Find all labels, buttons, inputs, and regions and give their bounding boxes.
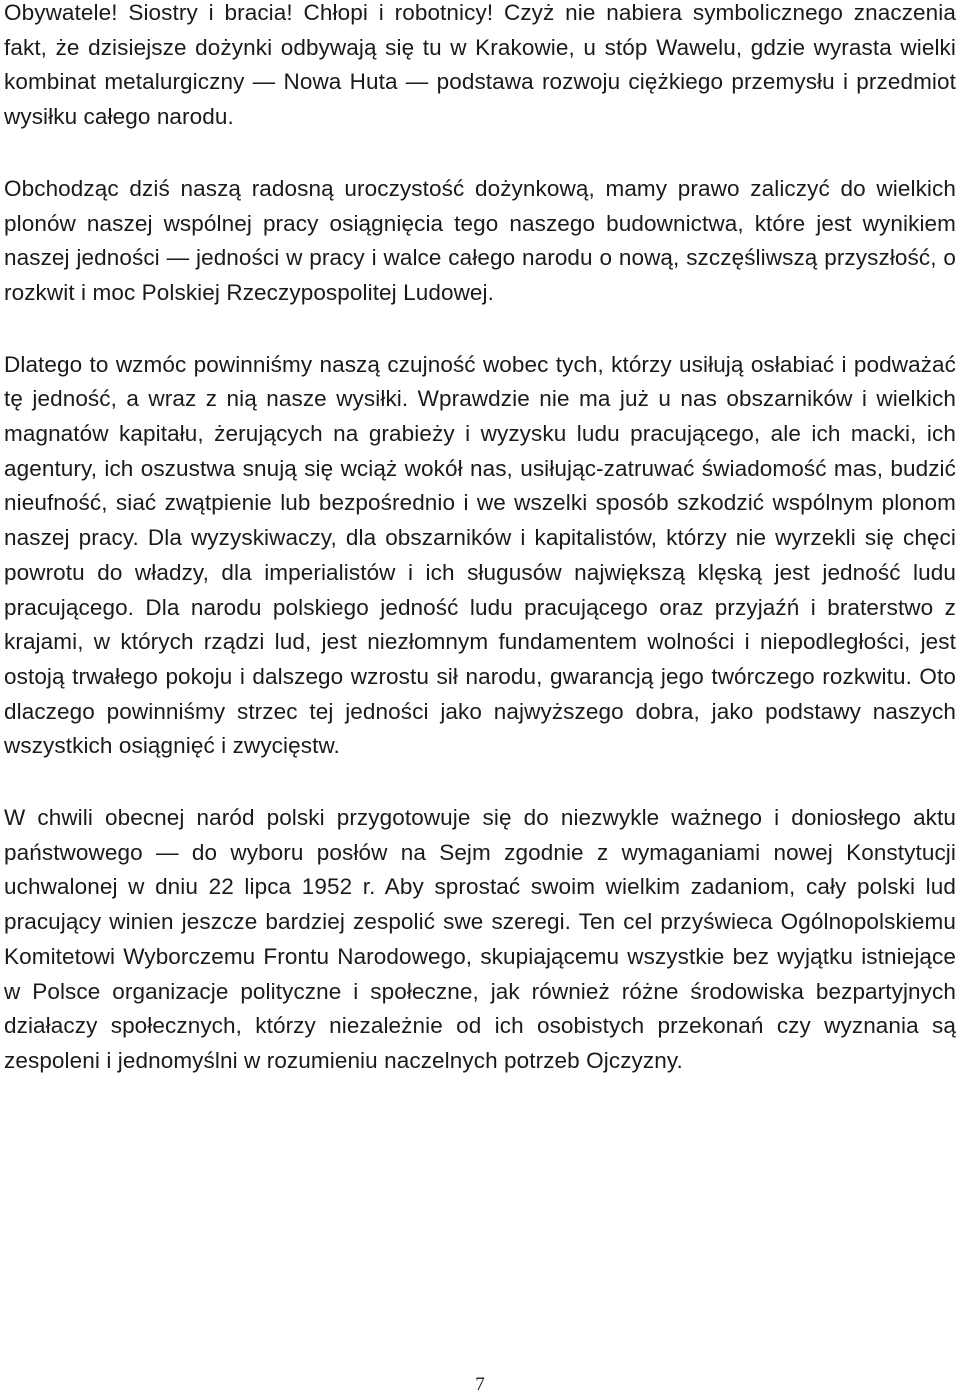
paragraph-2: Obchodząc dziś naszą radosną uroczystość dożynkową, mamy prawo zaliczyć do wielkich plonów naszej wspólnej pracy osiągnięcia tego naszego budownictwa, które jest wynikiem naszej jedności — jedności w pracy i walce całego narodu o nową, szczęśliwszą przyszłość, o rozkwit i moc Polskiej Rzeczypospolitej Ludowej.: [4, 175, 956, 305]
paragraph-1: Obywatele! Siostry i bracia! Chłopi i robotnicy! Czyż nie nabiera symbolicznego znaczenia fakt, że dzisiejsze dożynki odbywają się tu w Krakowie, u stóp Wawelu, gdzie wyrasta wielki kombinat metalurgiczny — Nowa Huta — podstawa rozwoju ciężkiego przemysłu i przedmiot wysiłku całego narodu.: [4, 0, 956, 130]
document-body: [4, 0, 956, 1116]
paragraph-3: Dlatego to wzmóc powinniśmy naszą czujność wobec tych, którzy usiłują osłabiać i podważać tę jedność, a wraz z nią nasze wysiłki. Wprawdzie nie ma już u nas obszarników i wielkich magnatów kapitału, żerujących na grabieży i wyzysku ludu pracującego, ale ich macki, ich agentury, ich oszustwa snują się wciąż wokół nas, usiłując-zatruwać świadomość mas, budzić nieufność, siać zwątpienie lub bezpośrednio i we wszelki sposób szkodzić wspólnym plonom naszej pracy. Dla wyzyskiwaczy, dla obszarników i kapitalistów, którzy nie wyrzekli się chęci powrotu do władzy, dla imperialistów i ich sługusów największą klęską jest jedność ludu pracującego. Dla narodu polskiego jedność ludu pracującego oraz przyjaźń i braterstwo z krajami, w których rządzi lud, jest niezłomnym fundamentem wolności i niepodległości, jest ostoją trwałego pokoju i dalszego wzrostu sił narodu, gwarancją jego twórczego rozkwitu. Oto dlaczego powinniśmy strzec tej jedności jako najwyższego dobra, jako podstawy naszych wszystkich osiągnięć i zwycięstw.: [4, 351, 956, 759]
paragraph-4: W chwili obecnej naród polski przygotowuje się do niezwykle ważnego i doniosłego aktu państwowego — do wyboru posłów na Sejm zgodnie z wymaganiami nowej Konstytucji uchwalonej w dniu 22 lipca 1952 r. Aby sprostać swoim wielkim zadaniom, cały polski lud pracujący winien jeszcze bardziej zespolić swe szeregi. Ten cel przyświeca Ogólnopolskiemu Komitetowi Wyborczemu Frontu Narodowego, skupiającemu wszystkie bez wyjątku istniejące w Polsce organizacje polityczne i społeczne, jak również różne środowiska bezpartyjnych działaczy społecznych, którzy niezależnie od ich osobistych przekonań czy wyznania są zespoleni i jednomyślni w rozumieniu naczelnych potrzeb Ojczyzny.: [4, 805, 956, 1073]
page-number: 7: [475, 1374, 485, 1395]
